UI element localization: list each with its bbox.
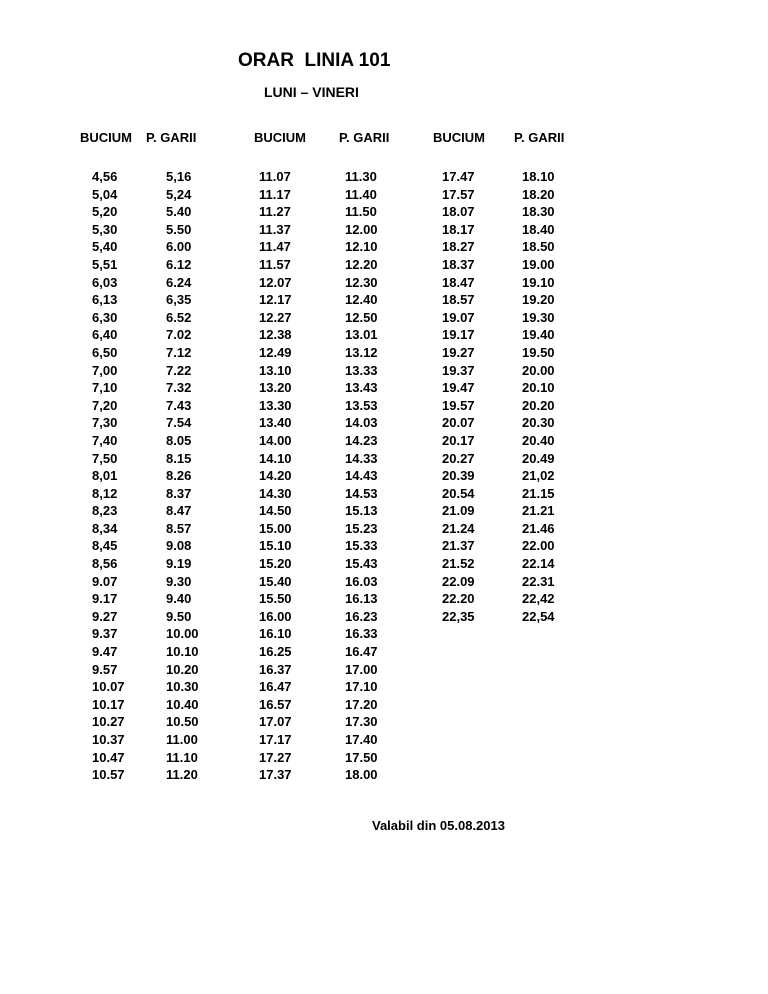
- departure-time: 14.53: [345, 485, 378, 501]
- departure-time: 9.40: [166, 591, 192, 607]
- departure-time: 16.47: [259, 679, 292, 695]
- departure-time: 19.57: [442, 397, 475, 413]
- departure-time: 12.38: [259, 327, 292, 343]
- departure-time: 5,51: [92, 256, 118, 272]
- departure-time: 20.54: [442, 485, 475, 501]
- departure-time: 18.47: [442, 274, 475, 290]
- page-title: ORAR LINIA 101: [238, 50, 391, 71]
- departure-time: 11.10: [166, 749, 198, 765]
- departure-time: 16.57: [259, 696, 292, 712]
- departure-time: 6,03: [92, 274, 118, 290]
- departure-time: 19.47: [442, 380, 475, 396]
- departure-time: 10.17: [92, 696, 125, 712]
- departure-time: 10.07: [92, 679, 125, 695]
- timetable-column-6: [514, 130, 594, 625]
- departure-time: 18.37: [442, 256, 475, 272]
- departure-time: 21.52: [442, 556, 475, 572]
- departure-time: 13.20: [259, 380, 292, 396]
- departure-time: 22.09: [442, 573, 475, 589]
- departure-time: 8,23: [92, 503, 118, 519]
- departure-time: 13.40: [259, 415, 292, 431]
- departure-time: 10.27: [92, 714, 125, 730]
- departure-time: 17.30: [345, 714, 378, 730]
- departure-time: 5,24: [166, 186, 192, 202]
- departure-time: 11.07: [259, 169, 291, 184]
- departure-time: 8,34: [92, 520, 118, 536]
- departure-time: 22.14: [522, 556, 555, 572]
- departure-time: 14.10: [259, 450, 292, 466]
- timetable-column-3: [254, 130, 334, 784]
- departure-time: 11.37: [259, 221, 291, 237]
- departure-time: 16.23: [345, 608, 378, 624]
- departure-time: 6.12: [166, 256, 192, 272]
- departure-time: 16.25: [259, 644, 292, 660]
- departure-time: 6,13: [92, 292, 118, 308]
- departure-time: 8.26: [166, 468, 192, 484]
- departure-time: 17.40: [345, 732, 378, 747]
- departure-time: 19.40: [522, 327, 555, 343]
- departure-time: 20.40: [522, 432, 555, 448]
- timetable-column-5: [433, 130, 513, 625]
- departure-time: 12.07: [259, 274, 292, 290]
- departure-time: 11.17: [259, 186, 291, 202]
- departure-time: 15.00: [259, 520, 292, 536]
- departure-time: 15.33: [345, 538, 378, 554]
- departure-time: 13.30: [259, 397, 292, 413]
- validity-note: Valabil din 05.08.2013: [372, 818, 505, 833]
- departure-time: 10.40: [166, 696, 199, 712]
- departure-time: 10.37: [92, 732, 125, 747]
- departure-time: 15.13: [345, 503, 378, 519]
- departure-time: 13.43: [345, 380, 378, 396]
- column-header: BUCIUM: [80, 130, 132, 145]
- departure-time: 22,35: [442, 608, 475, 624]
- departure-time: 11.40: [345, 186, 377, 202]
- departure-time: 9.17: [92, 591, 118, 607]
- departure-time: 22.00: [522, 538, 555, 554]
- departure-time: 10.57: [92, 767, 125, 783]
- departure-time: 18.50: [522, 239, 555, 255]
- departure-time: 5,40: [92, 239, 118, 255]
- departure-time: 17.57: [442, 186, 475, 202]
- departure-time: 18.17: [442, 221, 475, 237]
- departure-time: 20.39: [442, 468, 475, 484]
- departure-time: 11.47: [259, 239, 291, 255]
- departure-time: 18.57: [442, 292, 475, 308]
- departure-time: 8,45: [92, 538, 118, 554]
- departure-time: 8.37: [166, 485, 192, 501]
- departure-time: 5.40: [166, 204, 192, 220]
- departure-time: 16.33: [345, 626, 378, 642]
- departure-time: 22.31: [522, 573, 555, 589]
- departure-time: 7.54: [166, 415, 192, 431]
- departure-time: 16.10: [259, 626, 292, 642]
- departure-time: 11.27: [259, 204, 291, 220]
- departure-time: 6.00: [166, 239, 192, 255]
- column-header: P. GARII: [514, 130, 565, 145]
- departure-time: 6,40: [92, 327, 118, 343]
- departure-time: 14.23: [345, 432, 378, 448]
- departure-time: 19.10: [522, 274, 555, 290]
- departure-time: 14.03: [345, 415, 378, 431]
- departure-time: 17.07: [259, 714, 292, 730]
- departure-time: 9.27: [92, 608, 118, 624]
- departure-time: 8,56: [92, 556, 118, 572]
- departure-time: 12.40: [345, 292, 378, 308]
- departure-time: 16.00: [259, 608, 292, 624]
- departure-time: 13.01: [345, 327, 378, 343]
- departure-time: 21,02: [522, 468, 555, 484]
- departure-time: 12.17: [259, 292, 292, 308]
- departure-time: 12.00: [345, 221, 378, 237]
- departure-time: 12.27: [259, 309, 292, 325]
- departure-time: 7.22: [166, 362, 192, 378]
- departure-time: 20.17: [442, 432, 475, 448]
- departure-time: 14.50: [259, 503, 292, 519]
- departure-time: 15.40: [259, 573, 292, 589]
- departure-time: 16.13: [345, 591, 378, 607]
- departure-time: 19.07: [442, 309, 475, 325]
- departure-time: 20.27: [442, 450, 475, 466]
- departure-time: 12.30: [345, 274, 378, 290]
- departure-time: 16.03: [345, 573, 378, 589]
- departure-time: 15.10: [259, 538, 292, 554]
- departure-time: 9.50: [166, 608, 192, 624]
- departure-time: 20.00: [522, 362, 555, 378]
- departure-time: 11.00: [166, 732, 198, 747]
- departure-time: 11.20: [166, 767, 198, 783]
- departure-time: 9.37: [92, 626, 118, 642]
- timetable-column-4: [339, 130, 419, 784]
- departure-time: 10.47: [92, 749, 125, 765]
- departure-time: 9.19: [166, 556, 192, 572]
- departure-time: 10.30: [166, 679, 199, 695]
- departure-time: 7,00: [92, 362, 118, 378]
- departure-time: 15.50: [259, 591, 292, 607]
- departure-time: 18.27: [442, 239, 475, 255]
- departure-time: 17.50: [345, 749, 378, 765]
- departure-time: 5,20: [92, 204, 118, 220]
- departure-time: 5.50: [166, 221, 192, 237]
- departure-time: 5,16: [166, 169, 192, 184]
- departure-time: 17.00: [345, 661, 378, 677]
- column-header: P. GARII: [339, 130, 390, 145]
- departure-time: 9.57: [92, 661, 118, 677]
- departure-time: 13.53: [345, 397, 378, 413]
- departure-time: 7,40: [92, 432, 118, 448]
- departure-time: 10.50: [166, 714, 199, 730]
- departure-time: 11.30: [345, 169, 377, 184]
- departure-time: 14.30: [259, 485, 292, 501]
- departure-time: 18.00: [345, 767, 378, 783]
- timetable-column-2: [146, 130, 226, 784]
- departure-time: 20.49: [522, 450, 555, 466]
- departure-time: 12.49: [259, 344, 292, 360]
- departure-time: 21.09: [442, 503, 475, 519]
- departure-time: 17.10: [345, 679, 378, 695]
- departure-time: 7,10: [92, 380, 118, 396]
- departure-time: 7,20: [92, 397, 118, 413]
- departure-time: 8.47: [166, 503, 192, 519]
- column-header: P. GARII: [146, 130, 197, 145]
- departure-time: 16.47: [345, 644, 378, 660]
- departure-time: 14.43: [345, 468, 378, 484]
- departure-time: 8,01: [92, 468, 118, 484]
- departure-time: 7.12: [166, 344, 192, 360]
- departure-time: 18.40: [522, 221, 555, 237]
- departure-time: 16.37: [259, 661, 292, 677]
- departure-time: 14.00: [259, 432, 292, 448]
- departure-time: 11.50: [345, 204, 377, 220]
- departure-time: 21.37: [442, 538, 475, 554]
- page-subtitle: LUNI – VINERI: [264, 84, 359, 100]
- departure-time: 18.10: [522, 169, 555, 184]
- departure-time: 12.20: [345, 256, 378, 272]
- departure-time: 7,50: [92, 450, 118, 466]
- departure-time: 17.27: [259, 749, 292, 765]
- departure-time: 4,56: [92, 169, 118, 184]
- departure-time: 8.05: [166, 432, 192, 448]
- departure-time: 18.07: [442, 204, 475, 220]
- departure-time: 18.30: [522, 204, 555, 220]
- departure-time: 6.52: [166, 309, 192, 325]
- departure-time: 7,30: [92, 415, 118, 431]
- departure-time: 8.57: [166, 520, 192, 536]
- departure-time: 13.10: [259, 362, 292, 378]
- departure-time: 5,04: [92, 186, 118, 202]
- departure-time: 6,50: [92, 344, 118, 360]
- departure-time: 22,54: [522, 608, 555, 624]
- departure-time: 8.15: [166, 450, 192, 466]
- departure-time: 21.15: [522, 485, 555, 501]
- departure-time: 20.30: [522, 415, 555, 431]
- departure-time: 15.23: [345, 520, 378, 536]
- departure-time: 22,42: [522, 591, 555, 607]
- departure-time: 7.32: [166, 380, 192, 396]
- departure-time: 17.47: [442, 169, 475, 184]
- departure-time: 19.50: [522, 344, 555, 360]
- departure-time: 15.43: [345, 556, 378, 572]
- departure-time: 18.20: [522, 186, 555, 202]
- departure-time: 10.20: [166, 661, 199, 677]
- departure-time: 19.37: [442, 362, 475, 378]
- departure-time: 9.47: [92, 644, 118, 660]
- departure-time: 15.20: [259, 556, 292, 572]
- departure-time: 21.24: [442, 520, 475, 536]
- departure-time: 10.00: [166, 626, 199, 642]
- departure-time: 9.30: [166, 573, 192, 589]
- departure-time: 8,12: [92, 485, 118, 501]
- departure-time: 9.08: [166, 538, 192, 554]
- column-header: BUCIUM: [433, 130, 485, 145]
- departure-time: 9.07: [92, 573, 118, 589]
- departure-time: 6.24: [166, 274, 192, 290]
- departure-time: 20.10: [522, 380, 555, 396]
- departure-time: 19.17: [442, 327, 475, 343]
- departure-time: 12.10: [345, 239, 378, 255]
- departure-time: 19.30: [522, 309, 555, 325]
- departure-time: 17.17: [259, 732, 292, 747]
- departure-time: 5,30: [92, 221, 118, 237]
- departure-time: 21.21: [522, 503, 555, 519]
- departure-time: 22.20: [442, 591, 475, 607]
- departure-time: 6,35: [166, 292, 192, 308]
- departure-time: 10.10: [166, 644, 199, 660]
- departure-time: 14.20: [259, 468, 292, 484]
- departure-time: 20.07: [442, 415, 475, 431]
- departure-time: 13.12: [345, 344, 378, 360]
- departure-time: 7.43: [166, 397, 192, 413]
- departure-time: 19.20: [522, 292, 555, 308]
- departure-time: 14.33: [345, 450, 378, 466]
- departure-time: 7.02: [166, 327, 192, 343]
- column-header: BUCIUM: [254, 130, 306, 145]
- departure-time: 21.46: [522, 520, 555, 536]
- departure-time: 19.27: [442, 344, 475, 360]
- departure-time: 11.57: [259, 256, 291, 272]
- departure-time: 19.00: [522, 256, 555, 272]
- departure-time: 17.37: [259, 767, 292, 783]
- departure-time: 13.33: [345, 362, 378, 378]
- departure-time: 12.50: [345, 309, 378, 325]
- departure-time: 17.20: [345, 696, 378, 712]
- departure-time: 20.20: [522, 397, 555, 413]
- departure-time: 6,30: [92, 309, 118, 325]
